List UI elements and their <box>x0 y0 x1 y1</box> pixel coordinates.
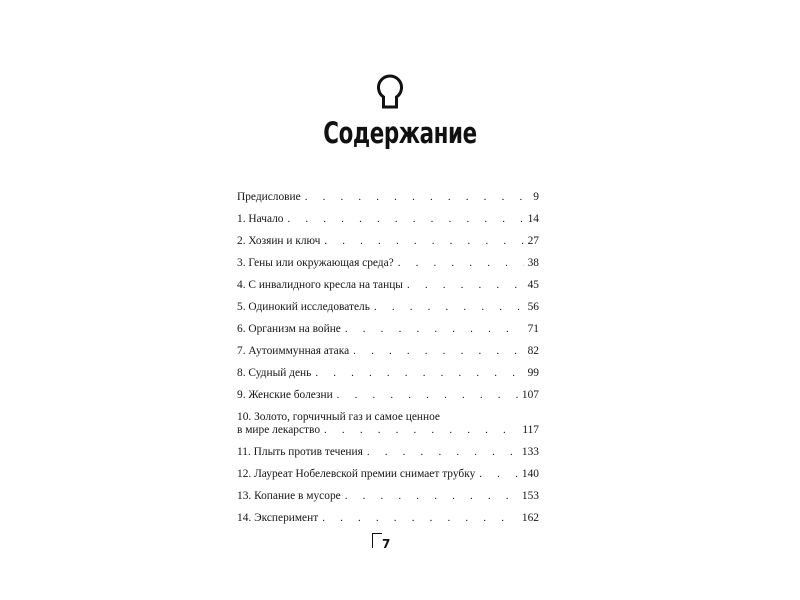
toc-entry <box>237 322 539 336</box>
leader-dots <box>479 467 518 481</box>
toc-entry-title: 1. Начало <box>237 213 284 225</box>
toc-entry-page: 14 <box>527 213 539 225</box>
toc-entry-title: 9. Женские болезни <box>237 389 333 401</box>
toc-entry-title: 5. Одинокий исследователь <box>237 301 370 313</box>
leader-dots <box>367 445 518 459</box>
toc-entry-page: 140 <box>521 468 539 480</box>
toc-entry-page: 9 <box>533 191 539 203</box>
toc-entry-page: 133 <box>521 446 539 458</box>
toc-entry <box>237 344 539 358</box>
toc-entry-page: 82 <box>527 345 539 357</box>
folio-bracket-icon <box>372 533 382 548</box>
leader-dots <box>287 212 523 226</box>
leader-dots <box>353 344 523 358</box>
toc-entry-page: 162 <box>521 512 539 524</box>
toc-entry-title: Предисловие <box>237 191 301 203</box>
toc-entry <box>237 511 539 525</box>
toc-entry-page: 153 <box>521 490 539 502</box>
toc-entry-page: 56 <box>527 301 539 313</box>
toc-entry-title-line1: 10. Золото, горчичный газ и самое ценное <box>237 411 440 423</box>
toc-entry-page: 99 <box>527 367 539 379</box>
toc-entry-page: 45 <box>527 279 539 291</box>
leader-dots <box>345 322 524 336</box>
toc-entry-title: 4. С инвалидного кресла на танцы <box>237 279 403 291</box>
leader-dots <box>407 278 524 292</box>
leader-dots <box>398 256 524 270</box>
toc-entry-title: 2. Хозяин и ключ <box>237 235 321 247</box>
toc-entry <box>237 256 539 270</box>
toc-entry <box>237 411 539 437</box>
toc-entry-title: в мире лекарство <box>237 424 321 436</box>
toc-entry-page: 38 <box>527 257 539 269</box>
toc-entry-title: 14. Эксперимент <box>237 512 319 524</box>
leader-dots <box>324 234 523 248</box>
toc-entry <box>237 467 539 481</box>
toc-entry <box>237 489 539 503</box>
leader-dots <box>345 489 518 503</box>
toc-entry-page: 27 <box>527 235 539 247</box>
page-title: Содержание <box>323 116 477 150</box>
toc-entry-title: 13. Копание в мусоре <box>237 490 341 502</box>
leader-dots <box>337 388 518 402</box>
toc-entry <box>237 445 539 459</box>
toc-entry-page: 71 <box>527 323 539 335</box>
toc-entry-title: 11. Плыть против течения <box>237 446 363 458</box>
toc-entry <box>237 366 539 380</box>
toc-entry <box>237 300 539 314</box>
page-number <box>372 533 402 553</box>
leader-dots <box>322 511 518 525</box>
toc-entry-title: 6. Организм на войне <box>237 323 341 335</box>
toc-entry-page: 107 <box>521 389 539 401</box>
leader-dots <box>305 190 530 204</box>
toc-entry <box>237 278 539 292</box>
keyhole-icon <box>369 70 411 112</box>
toc-entry <box>237 388 539 402</box>
toc-entry-title: 7. Аутоиммунная атака <box>237 345 350 357</box>
leader-dots <box>374 300 524 314</box>
page-number-text: 7 <box>382 537 391 551</box>
toc-entry <box>237 190 539 204</box>
toc-entry-title: 8. Судный день <box>237 367 312 379</box>
toc-entry-page: 117 <box>522 424 539 436</box>
toc-entry-title: 3. Гены или окружающая среда? <box>237 257 394 269</box>
toc-entry <box>237 212 539 226</box>
leader-dots <box>315 366 523 380</box>
leader-dots <box>324 423 518 437</box>
toc-entry <box>237 234 539 248</box>
toc-entry-title: 12. Лауреат Нобелевской премии снимает трубку <box>237 468 476 480</box>
